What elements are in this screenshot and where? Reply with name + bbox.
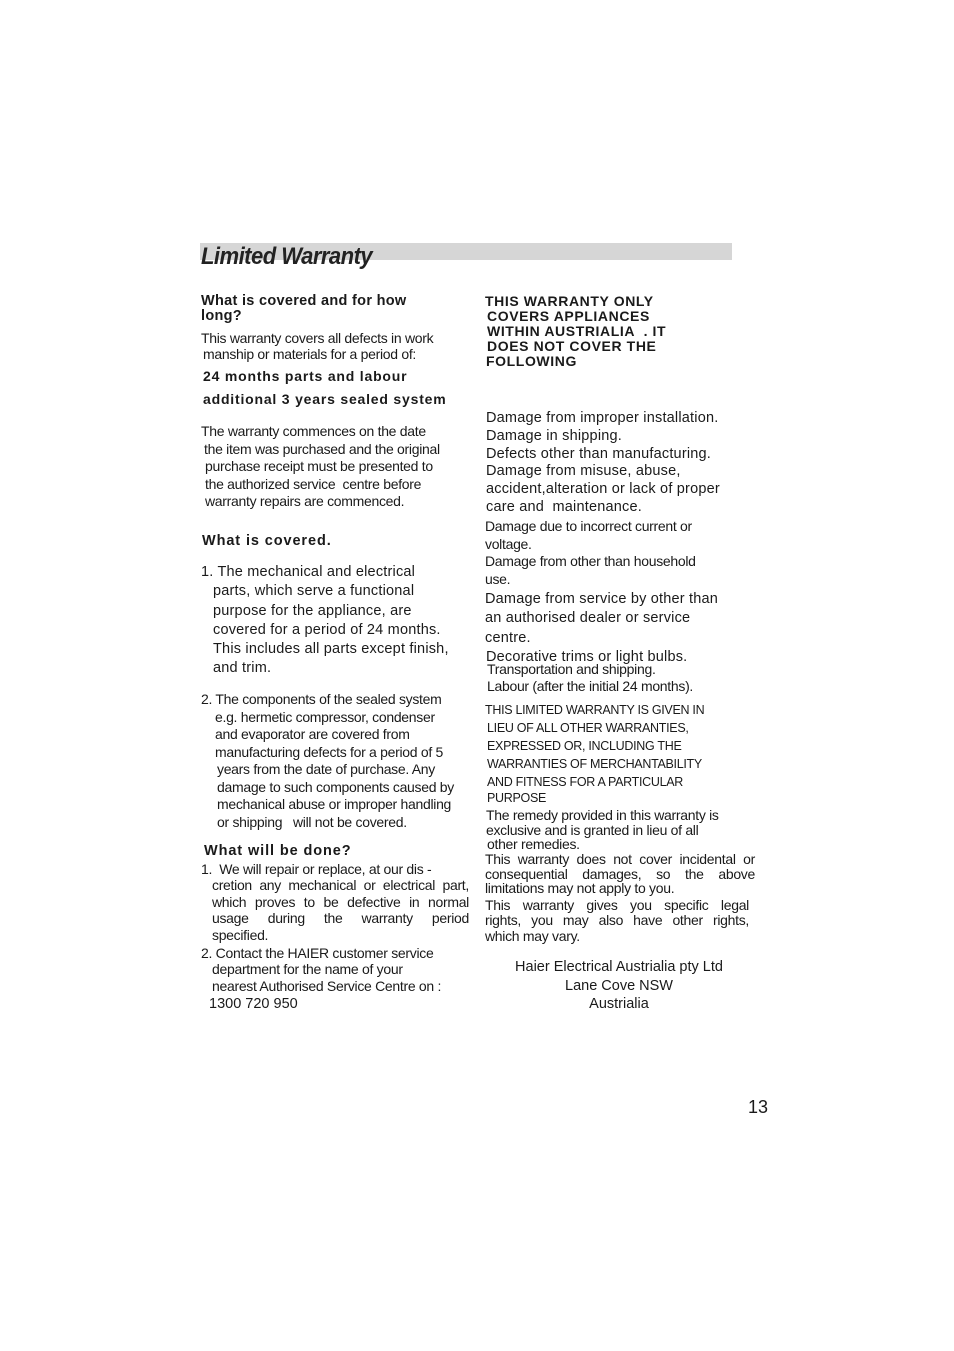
text-line: specified. <box>212 926 269 943</box>
commence-paragraph <box>201 423 440 511</box>
text-line: This warranty covers all defects in work <box>201 330 434 346</box>
done-item-2 <box>201 945 441 994</box>
text-line: Haier Electrical Austrialia pty Ltd <box>515 959 723 975</box>
text-line: centre. <box>485 629 531 646</box>
rights-paragraph <box>485 898 749 944</box>
text-line: LIEU OF ALL OTHER WARRANTIES, <box>487 721 689 735</box>
years-line: additional 3 years sealed system <box>203 391 447 407</box>
text-line: This warranty gives you specific legal <box>485 897 749 913</box>
text-line: damage to such components caused by <box>217 778 454 795</box>
damage-list-d <box>487 661 693 694</box>
text-line: an authorised dealer or service <box>485 610 691 627</box>
text-line: warranty repairs are commenced. <box>205 493 405 509</box>
text-line: voltage. <box>485 535 532 552</box>
text-line: which proves to be defective in normal <box>212 893 469 910</box>
text-line: Damage in shipping. <box>486 427 622 444</box>
text-line: Labour (after the initial 24 months). <box>487 677 694 694</box>
text-line: manufacturing defects for a period of 5 <box>215 743 443 760</box>
text-line: Damage from misuse, abuse, <box>486 463 681 480</box>
text-line: department for the name of your <box>212 961 403 978</box>
text-line: The remedy provided in this warranty is <box>486 807 719 823</box>
text-line: DOES NOT COVER THE <box>487 338 657 354</box>
text-line: e.g. hermetic compressor, condenser <box>215 708 435 725</box>
only-heading <box>485 294 666 369</box>
text-line: 2. The components of the sealed system <box>201 691 442 707</box>
text-line: THIS WARRANTY ONLY <box>485 293 654 309</box>
text-line: Damage due to incorrect current or <box>485 518 692 534</box>
text-line: or shipping will not be covered. <box>217 813 407 830</box>
text-line: manship or materials for a period of: <box>203 346 417 362</box>
text-line: use. <box>485 570 511 587</box>
text-line: limitations may not apply to you. <box>485 880 675 897</box>
text-line: mechanical abuse or improper handling <box>217 796 452 812</box>
damage-list-a <box>486 410 720 517</box>
text-line: FOLLOWING <box>486 353 577 369</box>
text-line: consequential damages, so the above <box>485 865 755 882</box>
text-line: Lane Cove NSW <box>565 977 673 994</box>
months-line: 24 months parts and labour <box>203 368 408 384</box>
text-line: and trim. <box>213 660 272 677</box>
text-line: What is covered and for how <box>201 293 407 309</box>
text-line: Decorative trims or light bulbs. <box>486 648 688 665</box>
text-line: This includes all parts except finish, <box>213 641 449 658</box>
remedy-paragraph <box>486 808 719 852</box>
text-line: purchase receipt must be presented to <box>205 458 433 474</box>
text-line: Defects other than manufacturing. <box>486 445 712 462</box>
page-number: 13 <box>747 1097 768 1117</box>
phone-number: 1300 720 950 <box>209 996 298 1012</box>
text-line: COVERS APPLIANCES <box>487 308 650 324</box>
text-line: purpose for the appliance, are <box>213 602 412 619</box>
text-line: usage during the warranty period <box>212 910 469 927</box>
text-line: the item was purchased and the original <box>204 440 440 457</box>
text-line: PURPOSE <box>487 791 547 805</box>
covered-item-2 <box>201 691 454 831</box>
text-line: exclusive and is granted in lieu of all <box>486 821 699 838</box>
what-covered-heading: What is covered. <box>202 533 332 549</box>
covers-paragraph <box>201 330 433 362</box>
damage-list-c <box>485 590 718 667</box>
text-line: nearest Authorised Service Centre on : <box>212 977 442 994</box>
text-line: long? <box>201 308 242 324</box>
text-line: which may vary. <box>485 927 580 944</box>
text-line: care and maintenance. <box>486 498 642 515</box>
text-line: This warranty does not cover incidental or <box>485 851 755 867</box>
covered-item-1 <box>201 563 449 679</box>
covered-heading <box>201 294 407 324</box>
text-line: Damage from service by other than <box>485 591 719 607</box>
text-line: and evaporator are covered from <box>215 726 410 742</box>
page-title: Limited Warranty <box>201 243 373 270</box>
text-line: THIS LIMITED WARRANTY IS GIVEN IN <box>485 703 705 717</box>
text-line: Damage from improper installation. <box>486 410 719 426</box>
text-line: rights, you may also have other rights, <box>485 912 749 929</box>
text-line: Austrialia <box>589 996 649 1012</box>
text-line: WITHIN AUSTRIALIA . IT <box>487 323 667 339</box>
done-item-1 <box>201 861 469 943</box>
text-line: other remedies. <box>487 836 580 853</box>
text-line: EXPRESSED OR, INCLUDING THE <box>487 739 682 753</box>
damage-list-b <box>485 518 696 588</box>
text-line: cretion any mechanical or electrical part, <box>212 877 469 894</box>
text-line: 2. Contact the HAIER customer service <box>201 945 434 961</box>
text-line: 1. We will repair or replace, at our dis - <box>201 861 432 877</box>
text-line: 1. The mechanical and electrical <box>201 564 416 580</box>
done-heading: What will be done? <box>204 843 352 859</box>
text-line: covered for a period of 24 months. <box>213 621 441 638</box>
company-address <box>485 958 753 1014</box>
text-line: Damage from other than household <box>485 553 696 569</box>
text-line: the authorized service centre before <box>205 475 422 492</box>
text-line: The warranty commences on the date <box>201 423 426 439</box>
incidental-paragraph <box>485 852 755 896</box>
text-line: Transportation and shipping. <box>487 661 656 677</box>
limited-warranty-disclaimer <box>485 701 704 806</box>
text-line: years from the date of purchase. Any <box>217 761 435 777</box>
text-line: parts, which serve a functional <box>213 583 415 600</box>
text-line: WARRANTIES OF MERCHANTABILITY <box>487 757 702 771</box>
text-line: accident,alteration or lack of proper <box>486 481 720 498</box>
text-line: AND FITNESS FOR A PARTICULAR <box>487 775 684 789</box>
